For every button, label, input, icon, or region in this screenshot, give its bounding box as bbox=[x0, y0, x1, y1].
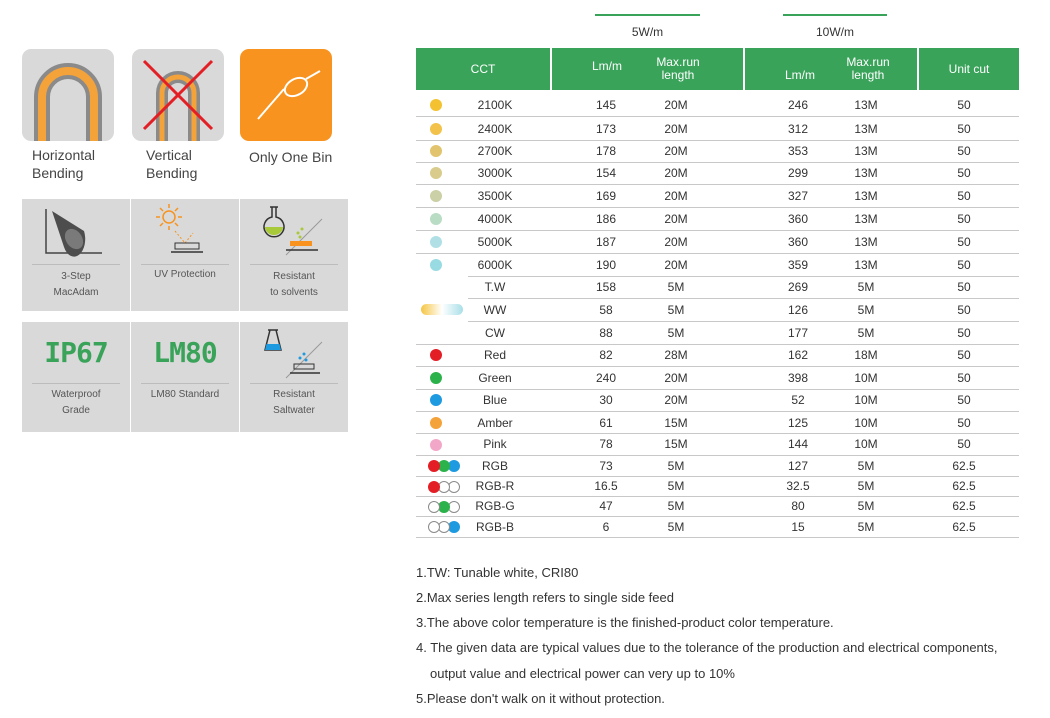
cell-maxrun-10w: 13M bbox=[854, 166, 878, 180]
cell-unit-cut: 50 bbox=[957, 393, 971, 407]
color-dot-icon bbox=[430, 145, 442, 157]
cell-lm-10w: 312 bbox=[787, 122, 809, 136]
table-row bbox=[416, 162, 1019, 185]
cell-cct: 3500K bbox=[477, 189, 513, 203]
cell-maxrun-5w: 20M bbox=[664, 258, 688, 272]
cell-maxrun-5w: 5M bbox=[667, 326, 685, 340]
cell-lm-10w: 177 bbox=[787, 326, 809, 340]
group-5w-header: 5W/m bbox=[631, 25, 664, 39]
cell-cct: T.W bbox=[484, 280, 506, 294]
cell-lm-5w: 145 bbox=[595, 98, 617, 112]
cell-maxrun-5w: 20M bbox=[664, 212, 688, 226]
cell-maxrun-10w: 13M bbox=[854, 122, 878, 136]
cell-lm-5w: 16.5 bbox=[594, 479, 618, 493]
feature-macadam bbox=[22, 199, 130, 311]
vertical-label-1: Vertical bbox=[146, 147, 192, 163]
cell-maxrun-5w: 5M bbox=[667, 479, 685, 493]
header-unit-cut: Unit cut bbox=[948, 61, 990, 76]
tunable-white-swatch bbox=[416, 276, 468, 344]
saltwater-label-2: Saltwater bbox=[273, 405, 315, 416]
cell-unit-cut: 50 bbox=[957, 235, 971, 249]
cell-maxrun-10w: 13M bbox=[854, 144, 878, 158]
horizontal-label-1: Horizontal bbox=[32, 147, 96, 163]
cell-maxrun-5w: 5M bbox=[667, 459, 685, 473]
cell-unit-cut: 50 bbox=[957, 166, 971, 180]
cell-lm-10w: 126 bbox=[787, 303, 809, 317]
cell-maxrun-5w: 20M bbox=[664, 122, 688, 136]
color-dot-icon bbox=[428, 501, 440, 513]
cell-cct: 5000K bbox=[477, 235, 513, 249]
cell-lm-5w: 78 bbox=[599, 437, 613, 451]
cell-lm-5w: 82 bbox=[599, 348, 613, 362]
cell-unit-cut: 50 bbox=[957, 371, 971, 385]
cell-lm-10w: 299 bbox=[787, 166, 809, 180]
cell-maxrun-10w: 5M bbox=[857, 280, 875, 294]
feature-resistant-saltwater bbox=[240, 322, 348, 432]
cell-unit-cut: 50 bbox=[957, 348, 971, 362]
color-dot-icon bbox=[430, 167, 442, 179]
table-row bbox=[416, 367, 1019, 390]
table-row bbox=[416, 389, 1019, 412]
cell-cct: Pink bbox=[483, 437, 507, 451]
note-5: 5.Please don't walk on it without protection. bbox=[416, 691, 665, 706]
sun-icon bbox=[131, 199, 239, 263]
cell-cct: RGB bbox=[481, 459, 508, 473]
feature-horizontal-bending bbox=[22, 49, 114, 141]
cell-unit-cut: 50 bbox=[957, 258, 971, 272]
horizontal-label-2: Bending bbox=[32, 165, 84, 181]
cell-maxrun-5w: 20M bbox=[664, 235, 688, 249]
bin-label: Only One Bin bbox=[249, 149, 333, 165]
color-dot-icon bbox=[430, 394, 442, 406]
bin-icon bbox=[240, 49, 332, 141]
color-dot-icon bbox=[430, 236, 442, 248]
flask-icon bbox=[240, 199, 348, 263]
note-2: 2.Max series length refers to single side feed bbox=[416, 590, 674, 605]
cell-cct: 3000K bbox=[477, 166, 513, 180]
cell-lm-10w: 144 bbox=[787, 437, 809, 451]
cell-cct: 2100K bbox=[477, 98, 513, 112]
feature-resistant-solvents bbox=[240, 199, 348, 311]
cell-unit-cut: 50 bbox=[957, 144, 971, 158]
note-4-cont: output value and electrical power can very up to 10% bbox=[430, 666, 735, 681]
cell-maxrun-5w: 5M bbox=[667, 499, 685, 513]
table-row bbox=[416, 517, 1019, 538]
table-row bbox=[416, 434, 1019, 456]
color-dot-icon bbox=[430, 417, 442, 429]
feature-only-one-bin bbox=[240, 49, 332, 141]
table-row bbox=[416, 140, 1019, 163]
table-row bbox=[416, 185, 1019, 208]
cell-lm-5w: 158 bbox=[595, 280, 617, 294]
cell-maxrun-10w: 13M bbox=[854, 235, 878, 249]
table-header-5w-cell bbox=[552, 48, 743, 90]
cell-cct: 2700K bbox=[477, 144, 513, 158]
cell-lm-10w: 80 bbox=[791, 499, 805, 513]
cell-unit-cut: 50 bbox=[957, 280, 971, 294]
macadam-icon bbox=[22, 199, 130, 263]
cell-lm-5w: 178 bbox=[595, 144, 617, 158]
feature-vertical-bending bbox=[132, 49, 224, 141]
color-dot-icon bbox=[430, 123, 442, 135]
cell-unit-cut: 50 bbox=[957, 98, 971, 112]
color-dot-icon bbox=[430, 439, 442, 451]
table-header-cut-cell bbox=[919, 48, 1019, 90]
cell-maxrun-5w: 20M bbox=[664, 98, 688, 112]
cell-lm-10w: 127 bbox=[787, 459, 809, 473]
cell-lm-5w: 73 bbox=[599, 459, 613, 473]
cell-lm-10w: 269 bbox=[787, 280, 809, 294]
cell-lm-5w: 154 bbox=[595, 166, 617, 180]
table-row bbox=[416, 208, 1019, 231]
table-row bbox=[416, 299, 1019, 322]
header-maxrun-10w: Max.run length bbox=[846, 55, 890, 82]
cell-maxrun-5w: 15M bbox=[664, 416, 688, 430]
cell-lm-5w: 88 bbox=[599, 326, 613, 340]
table-row bbox=[416, 497, 1019, 517]
cell-maxrun-10w: 5M bbox=[857, 520, 875, 534]
cell-maxrun-10w: 13M bbox=[854, 258, 878, 272]
cell-cct: RGB-B bbox=[475, 520, 514, 534]
cell-cct: WW bbox=[483, 303, 507, 317]
solvent-label-2: to solvents bbox=[270, 287, 318, 298]
table-row bbox=[416, 231, 1019, 254]
cell-maxrun-10w: 13M bbox=[854, 212, 878, 226]
cell-cct: RGB-G bbox=[475, 499, 515, 513]
cell-lm-10w: 360 bbox=[787, 235, 809, 249]
color-dot-icon bbox=[430, 213, 442, 225]
table-row bbox=[416, 254, 1019, 277]
color-dot-icon bbox=[430, 99, 442, 111]
ip67-label-1: Waterproof bbox=[51, 389, 101, 400]
macadam-label-1: 3-Step bbox=[61, 271, 91, 282]
solvent-label-1: Resistant bbox=[273, 271, 315, 282]
cell-maxrun-5w: 20M bbox=[664, 371, 688, 385]
cell-maxrun-5w: 15M bbox=[664, 437, 688, 451]
cell-unit-cut: 50 bbox=[957, 303, 971, 317]
cell-unit-cut: 62.5 bbox=[952, 520, 976, 534]
header-lm-10w: Lm/m bbox=[785, 67, 815, 82]
cell-lm-5w: 169 bbox=[595, 189, 617, 203]
cell-unit-cut: 62.5 bbox=[952, 499, 976, 513]
cell-maxrun-10w: 5M bbox=[857, 459, 875, 473]
header-cct: CCT bbox=[470, 61, 496, 76]
cell-lm-10w: 125 bbox=[787, 416, 809, 430]
cell-unit-cut: 50 bbox=[957, 416, 971, 430]
cell-unit-cut: 62.5 bbox=[952, 479, 976, 493]
cell-maxrun-10w: 10M bbox=[854, 393, 878, 407]
cell-cct: RGB-R bbox=[475, 479, 515, 493]
cell-lm-5w: 58 bbox=[599, 303, 613, 317]
vertical-bending-icon bbox=[132, 49, 224, 141]
cell-lm-10w: 15 bbox=[791, 520, 805, 534]
cell-lm-5w: 190 bbox=[595, 258, 617, 272]
cell-maxrun-5w: 20M bbox=[664, 166, 688, 180]
color-dot-icon bbox=[430, 372, 442, 384]
cell-cct: 6000K bbox=[477, 258, 513, 272]
table-header-cct-cell bbox=[416, 48, 550, 90]
cell-lm-10w: 246 bbox=[787, 98, 809, 112]
cell-maxrun-10w: 10M bbox=[854, 416, 878, 430]
note-4: 4. The given data are typical values due to the tolerance of the production and electrical components, bbox=[416, 640, 998, 655]
cell-lm-5w: 187 bbox=[595, 235, 617, 249]
table-header-10w-cell bbox=[745, 48, 917, 90]
cell-lm-5w: 6 bbox=[602, 520, 610, 534]
cell-unit-cut: 50 bbox=[957, 437, 971, 451]
cell-lm-10w: 32.5 bbox=[786, 479, 810, 493]
group-10w-header: 10W/m bbox=[815, 25, 854, 39]
saltwater-label-1: Resistant bbox=[273, 389, 315, 400]
table-row bbox=[416, 477, 1019, 497]
cell-maxrun-10w: 18M bbox=[854, 348, 878, 362]
color-dot-icon bbox=[430, 349, 442, 361]
macadam-label-2: MacAdam bbox=[53, 287, 99, 298]
ip67-label-2: Grade bbox=[62, 405, 90, 416]
cell-lm-5w: 186 bbox=[595, 212, 617, 226]
cell-lm-10w: 327 bbox=[787, 189, 809, 203]
note-1: 1.TW: Tunable white, CRI80 bbox=[416, 565, 579, 580]
lm80-badge: LM80 bbox=[153, 336, 217, 369]
color-dot-icon bbox=[430, 190, 442, 202]
cell-lm-10w: 398 bbox=[787, 371, 809, 385]
cell-maxrun-10w: 5M bbox=[857, 303, 875, 317]
cell-cct: Blue bbox=[482, 393, 508, 407]
cell-maxrun-10w: 10M bbox=[854, 371, 878, 385]
cell-maxrun-5w: 20M bbox=[664, 189, 688, 203]
table-row bbox=[416, 413, 1019, 434]
header-lm-5w: Lm/m bbox=[592, 59, 622, 73]
cell-maxrun-10w: 5M bbox=[857, 479, 875, 493]
color-dot-icon bbox=[428, 460, 440, 472]
table-row bbox=[416, 322, 1019, 345]
feature-uv-protection bbox=[131, 199, 239, 311]
cell-lm-5w: 30 bbox=[599, 393, 613, 407]
horizontal-bending-icon bbox=[22, 49, 114, 141]
cell-lm-10w: 353 bbox=[787, 144, 809, 158]
cell-cct: 2400K bbox=[477, 122, 513, 136]
cell-cct: Red bbox=[483, 348, 506, 362]
tunable-white-icon bbox=[416, 276, 468, 344]
lm80-label: LM80 Standard bbox=[150, 389, 220, 400]
table-row bbox=[416, 344, 1019, 367]
cell-lm-5w: 240 bbox=[595, 371, 617, 385]
cell-lm-10w: 360 bbox=[787, 212, 809, 226]
cell-cct: 4000K bbox=[477, 212, 513, 226]
cell-maxrun-5w: 5M bbox=[667, 520, 685, 534]
header-maxrun-5w: Max.run length bbox=[656, 55, 700, 82]
cell-maxrun-10w: 13M bbox=[854, 189, 878, 203]
cell-maxrun-5w: 5M bbox=[667, 303, 685, 317]
color-dot-icon bbox=[428, 521, 440, 533]
table-row bbox=[416, 94, 1019, 117]
cell-maxrun-5w: 28M bbox=[664, 348, 688, 362]
cell-cct: Amber bbox=[477, 416, 513, 430]
cell-unit-cut: 50 bbox=[957, 212, 971, 226]
cell-unit-cut: 50 bbox=[957, 189, 971, 203]
cell-lm-10w: 52 bbox=[791, 393, 805, 407]
cell-maxrun-10w: 13M bbox=[854, 98, 878, 112]
cell-lm-10w: 162 bbox=[787, 348, 809, 362]
ip67-badge: IP67 bbox=[44, 336, 108, 369]
cell-maxrun-5w: 20M bbox=[664, 144, 688, 158]
cell-maxrun-5w: 20M bbox=[664, 393, 688, 407]
cell-unit-cut: 62.5 bbox=[952, 459, 976, 473]
cell-maxrun-10w: 10M bbox=[854, 437, 878, 451]
cell-maxrun-10w: 5M bbox=[857, 326, 875, 340]
feature-lm80 bbox=[131, 322, 239, 432]
uv-label: UV Protection bbox=[154, 269, 216, 280]
cell-lm-10w: 359 bbox=[787, 258, 809, 272]
cell-maxrun-5w: 5M bbox=[667, 280, 685, 294]
cell-cct: Green bbox=[478, 371, 512, 385]
cell-lm-5w: 61 bbox=[599, 416, 613, 430]
cell-unit-cut: 50 bbox=[957, 122, 971, 136]
color-dot-icon bbox=[430, 259, 442, 271]
table-row bbox=[416, 456, 1019, 477]
cell-cct: CW bbox=[485, 326, 505, 340]
note-3: 3.The above color temperature is the finished-product color temperature. bbox=[416, 615, 834, 630]
feature-ip67 bbox=[22, 322, 130, 432]
cell-unit-cut: 50 bbox=[957, 326, 971, 340]
vertical-label-2: Bending bbox=[146, 165, 198, 181]
table-row bbox=[416, 118, 1019, 141]
beaker-icon bbox=[240, 322, 348, 386]
table-row bbox=[416, 276, 1019, 299]
cell-lm-5w: 47 bbox=[599, 499, 613, 513]
color-dot-icon bbox=[428, 481, 440, 493]
cell-maxrun-10w: 5M bbox=[857, 499, 875, 513]
cell-lm-5w: 173 bbox=[595, 122, 617, 136]
